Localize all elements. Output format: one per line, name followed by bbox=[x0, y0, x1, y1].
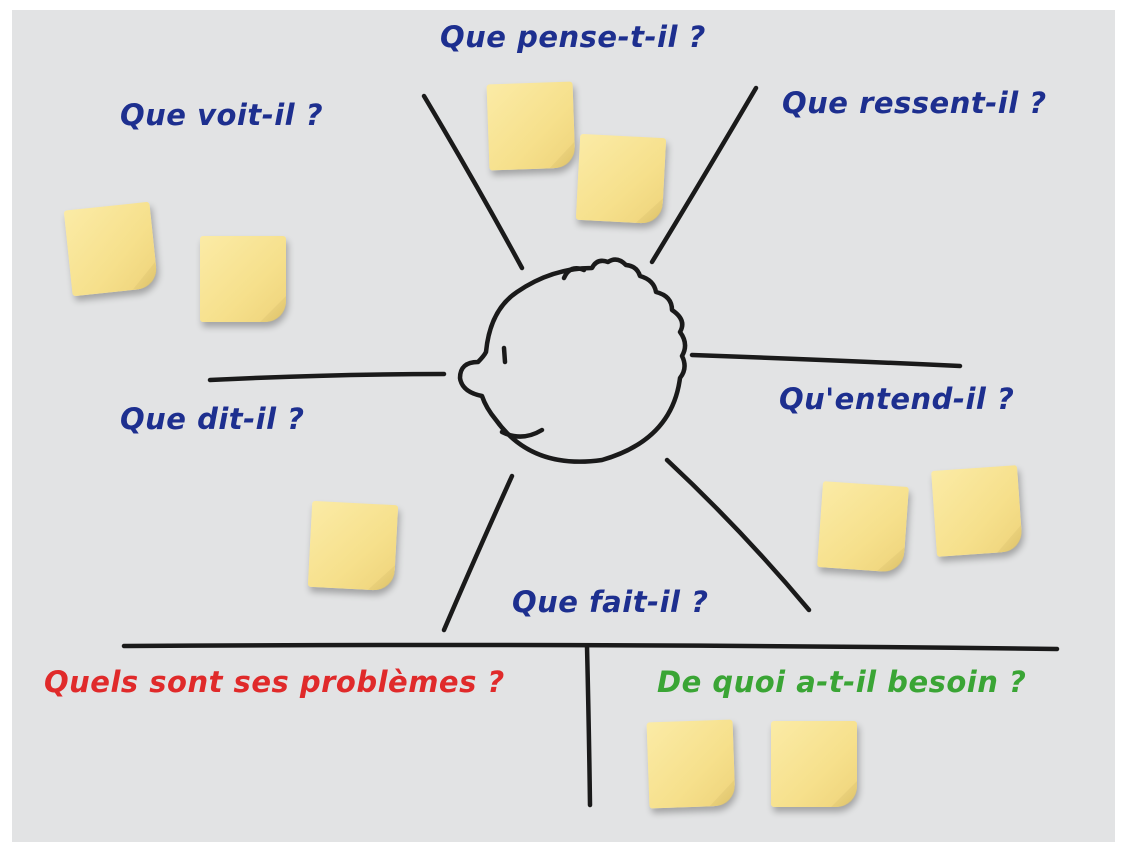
empathy-map-board bbox=[12, 10, 1115, 842]
label-de-quoi-a-t-il-besoin: De quoi a-t-il besoin ? bbox=[657, 665, 1027, 699]
sticky-note bbox=[771, 721, 857, 807]
label-qu-entend-il: Qu'entend-il ? bbox=[779, 382, 1015, 416]
label-que-fait-il: Que fait-il ? bbox=[512, 585, 709, 619]
sticky-note bbox=[931, 465, 1023, 557]
sticky-note bbox=[487, 82, 576, 171]
head-outline bbox=[460, 260, 685, 462]
label-que-ressent-il: Que ressent-il ? bbox=[782, 86, 1047, 120]
sticky-note bbox=[647, 720, 736, 809]
sticky-note bbox=[576, 134, 666, 224]
head-hair-curl bbox=[564, 268, 584, 278]
label-que-voit-il: Que voit-il ? bbox=[120, 98, 324, 132]
divider-line-top-right bbox=[652, 88, 756, 262]
sticky-note bbox=[200, 236, 286, 322]
horizontal-divider bbox=[124, 645, 1057, 649]
label-quels-sont-ses-problemes: Quels sont ses problèmes ? bbox=[44, 665, 505, 699]
sticky-note bbox=[64, 202, 159, 297]
label-que-pense-t-il: Que pense-t-il ? bbox=[440, 20, 706, 54]
divider-line-left bbox=[210, 374, 444, 380]
divider-line-right bbox=[692, 355, 960, 366]
divider-line-bottom-left bbox=[444, 476, 512, 630]
sticky-note bbox=[308, 501, 398, 591]
sticky-note bbox=[817, 481, 909, 573]
face-eye bbox=[504, 348, 505, 362]
vertical-divider bbox=[587, 646, 590, 805]
label-que-dit-il: Que dit-il ? bbox=[120, 402, 305, 436]
